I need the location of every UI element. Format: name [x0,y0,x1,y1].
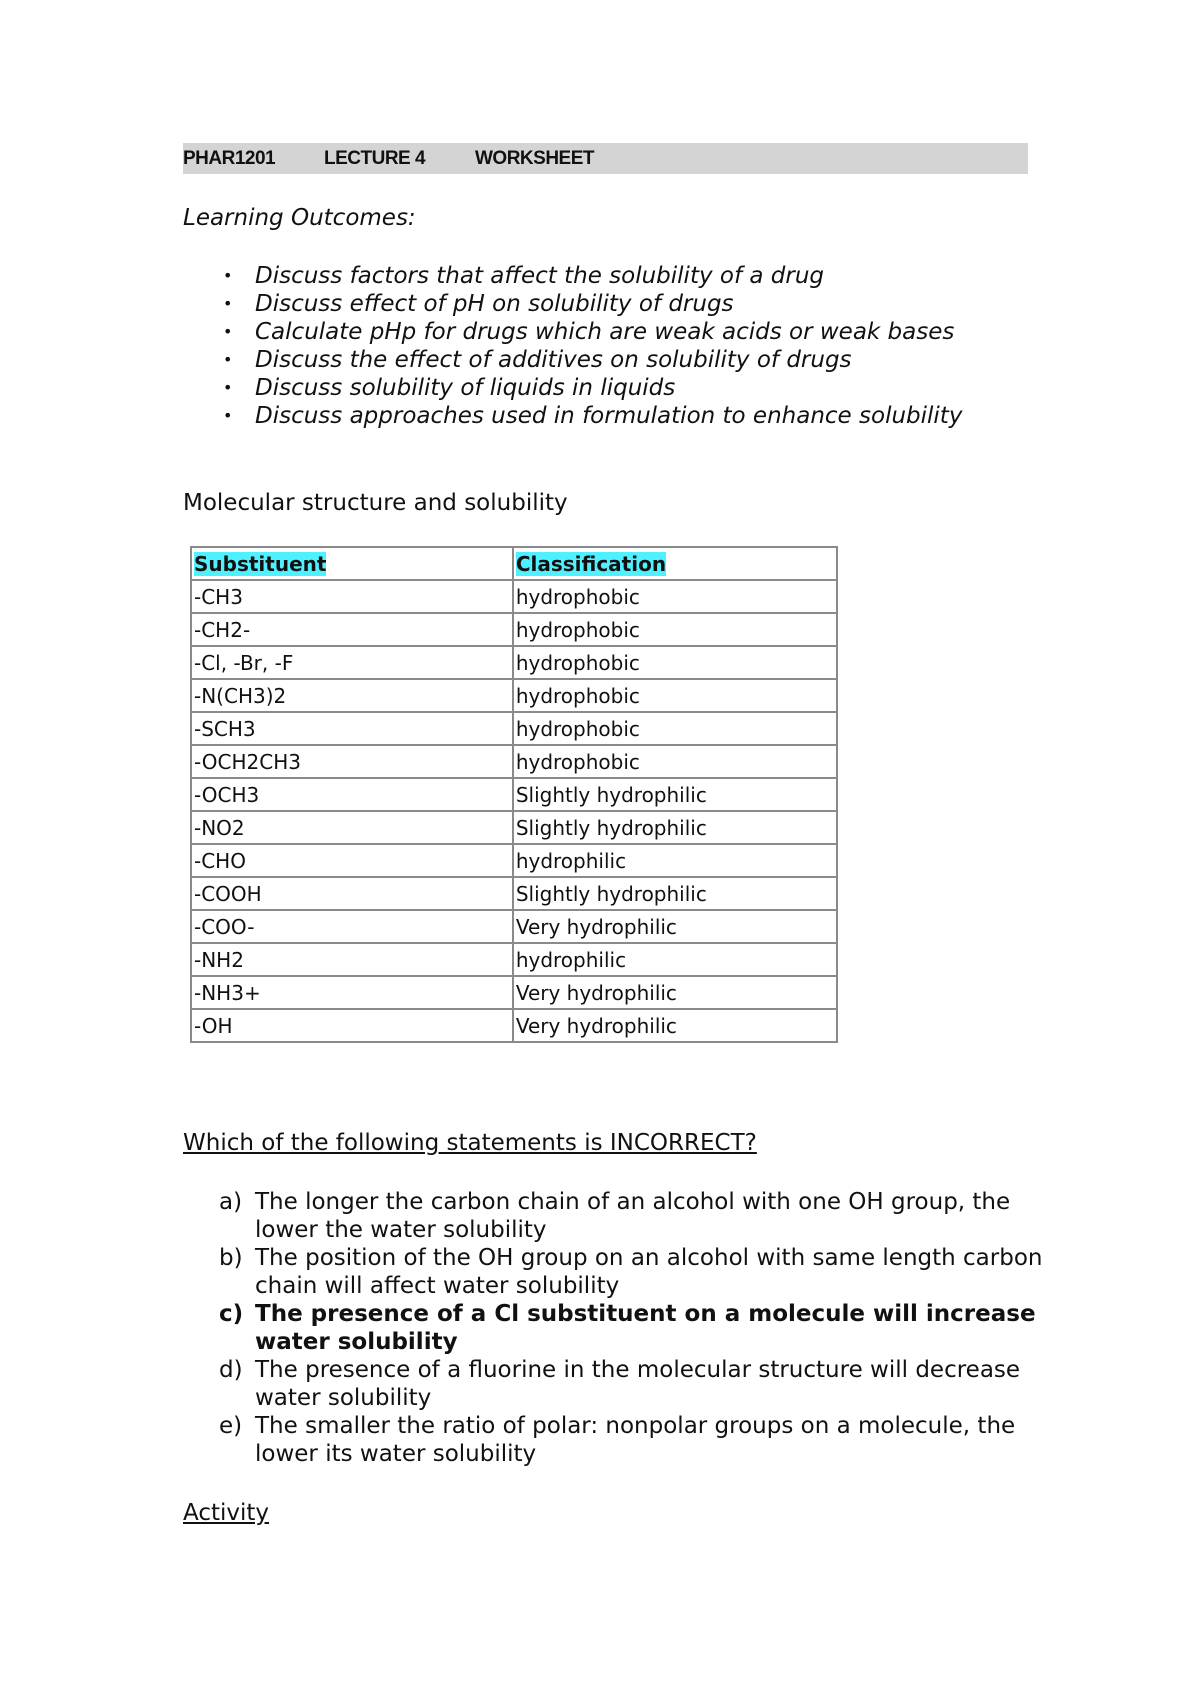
bullet-icon: • [223,322,233,341]
table-row [191,580,837,613]
bullet-icon: • [223,294,233,313]
worksheet-header [183,143,1028,174]
table-row [191,877,837,910]
substituent-table [190,546,838,1043]
option-letter: d) [219,1357,243,1383]
table-row [191,712,837,745]
substituent-cell: -CH3 [191,580,513,613]
column-header-substituent: Substituent [191,547,513,580]
table-row [191,910,837,943]
substituent-cell: -CHO [191,844,513,877]
list-item: • Calculate pHp for drugs which are weak acids or weak bases [223,319,955,345]
classification-cell: hydrophobic [513,745,837,778]
substituent-cell: -N(CH3)2 [191,679,513,712]
classification-cell: hydrophobic [513,613,837,646]
lecture-number: LECTURE 4 [324,148,426,169]
substituent-cell: -SCH3 [191,712,513,745]
classification-cell: Slightly hydrophilic [513,877,837,910]
section-title: Molecular structure and solubility [183,490,568,516]
course-code: PHAR1201 [183,148,276,169]
bullet-icon: • [223,378,233,397]
table-row [191,613,837,646]
document-type: WORKSHEET [475,148,594,169]
bullet-icon: • [223,266,233,285]
classification-cell: hydrophobic [513,679,837,712]
bullet-icon: • [223,350,233,369]
classification-cell: hydrophilic [513,943,837,976]
learning-outcomes-heading: Learning Outcomes: [183,205,416,231]
table-row [191,844,837,877]
substituent-cell: -OCH2CH3 [191,745,513,778]
table-row [191,745,837,778]
option-letter: c) [219,1301,244,1327]
classification-cell: Slightly hydrophilic [513,778,837,811]
classification-cell: Very hydrophilic [513,1009,837,1042]
substituent-cell: -NH2 [191,943,513,976]
table-row [191,943,837,976]
table-row [191,679,837,712]
learning-outcomes-list [183,262,962,430]
classification-cell: hydrophobic [513,580,837,613]
classification-cell: Very hydrophilic [513,910,837,943]
option-c: c) The presence of a Cl substituent on a molecule will increase water solubility [219,1301,1036,1355]
column-header-classification: Classification [513,547,837,580]
option-d: d) The presence of a fluorine in the molecular structure will decrease water solubility [219,1357,1021,1411]
table-row [191,976,837,1009]
table-header-row [191,547,837,580]
substituent-cell: -COOH [191,877,513,910]
option-a: a) The longer the carbon chain of an alcohol with one OH group, the lower the water solubility [219,1189,1011,1243]
substituent-cell: -COO- [191,910,513,943]
substituent-cell: -NH3+ [191,976,513,1009]
option-letter: b) [219,1245,243,1271]
substituent-cell: -OCH3 [191,778,513,811]
list-item: • Discuss effect of pH on solubility of drugs [223,291,734,317]
table-row [191,1009,837,1042]
list-item: • Discuss solubility of liquids in liquids [223,375,676,401]
list-item: • Discuss the effect of additives on solubility of drugs [223,347,852,373]
activity-heading: Activity [183,1500,270,1526]
list-item: • Discuss approaches used in formulation to enhance solubility [223,403,963,429]
classification-cell: Slightly hydrophilic [513,811,837,844]
answer-options [183,1188,1043,1468]
option-b: b) The position of the OH group on an alcohol with same length carbon chain will affect water solubility [219,1245,1043,1299]
substituent-cell: -OH [191,1009,513,1042]
table-row [191,646,837,679]
table-row [191,811,837,844]
substituent-cell: -CH2- [191,613,513,646]
classification-cell: hydrophobic [513,712,837,745]
classification-cell: Very hydrophilic [513,976,837,1009]
option-letter: e) [219,1413,243,1439]
substituent-cell: -NO2 [191,811,513,844]
table-row [191,778,837,811]
classification-cell: hydrophilic [513,844,837,877]
substituent-cell: -Cl, -Br, -F [191,646,513,679]
classification-cell: hydrophobic [513,646,837,679]
option-e: e) The smaller the ratio of polar: nonpolar groups on a molecule, the lower its water solubility [219,1413,1016,1467]
question-text: Which of the following statements is INCORRECT? [183,1130,757,1156]
option-letter: a) [219,1189,243,1215]
bullet-icon: • [223,406,233,425]
list-item: • Discuss factors that affect the solubility of a drug [223,263,825,289]
